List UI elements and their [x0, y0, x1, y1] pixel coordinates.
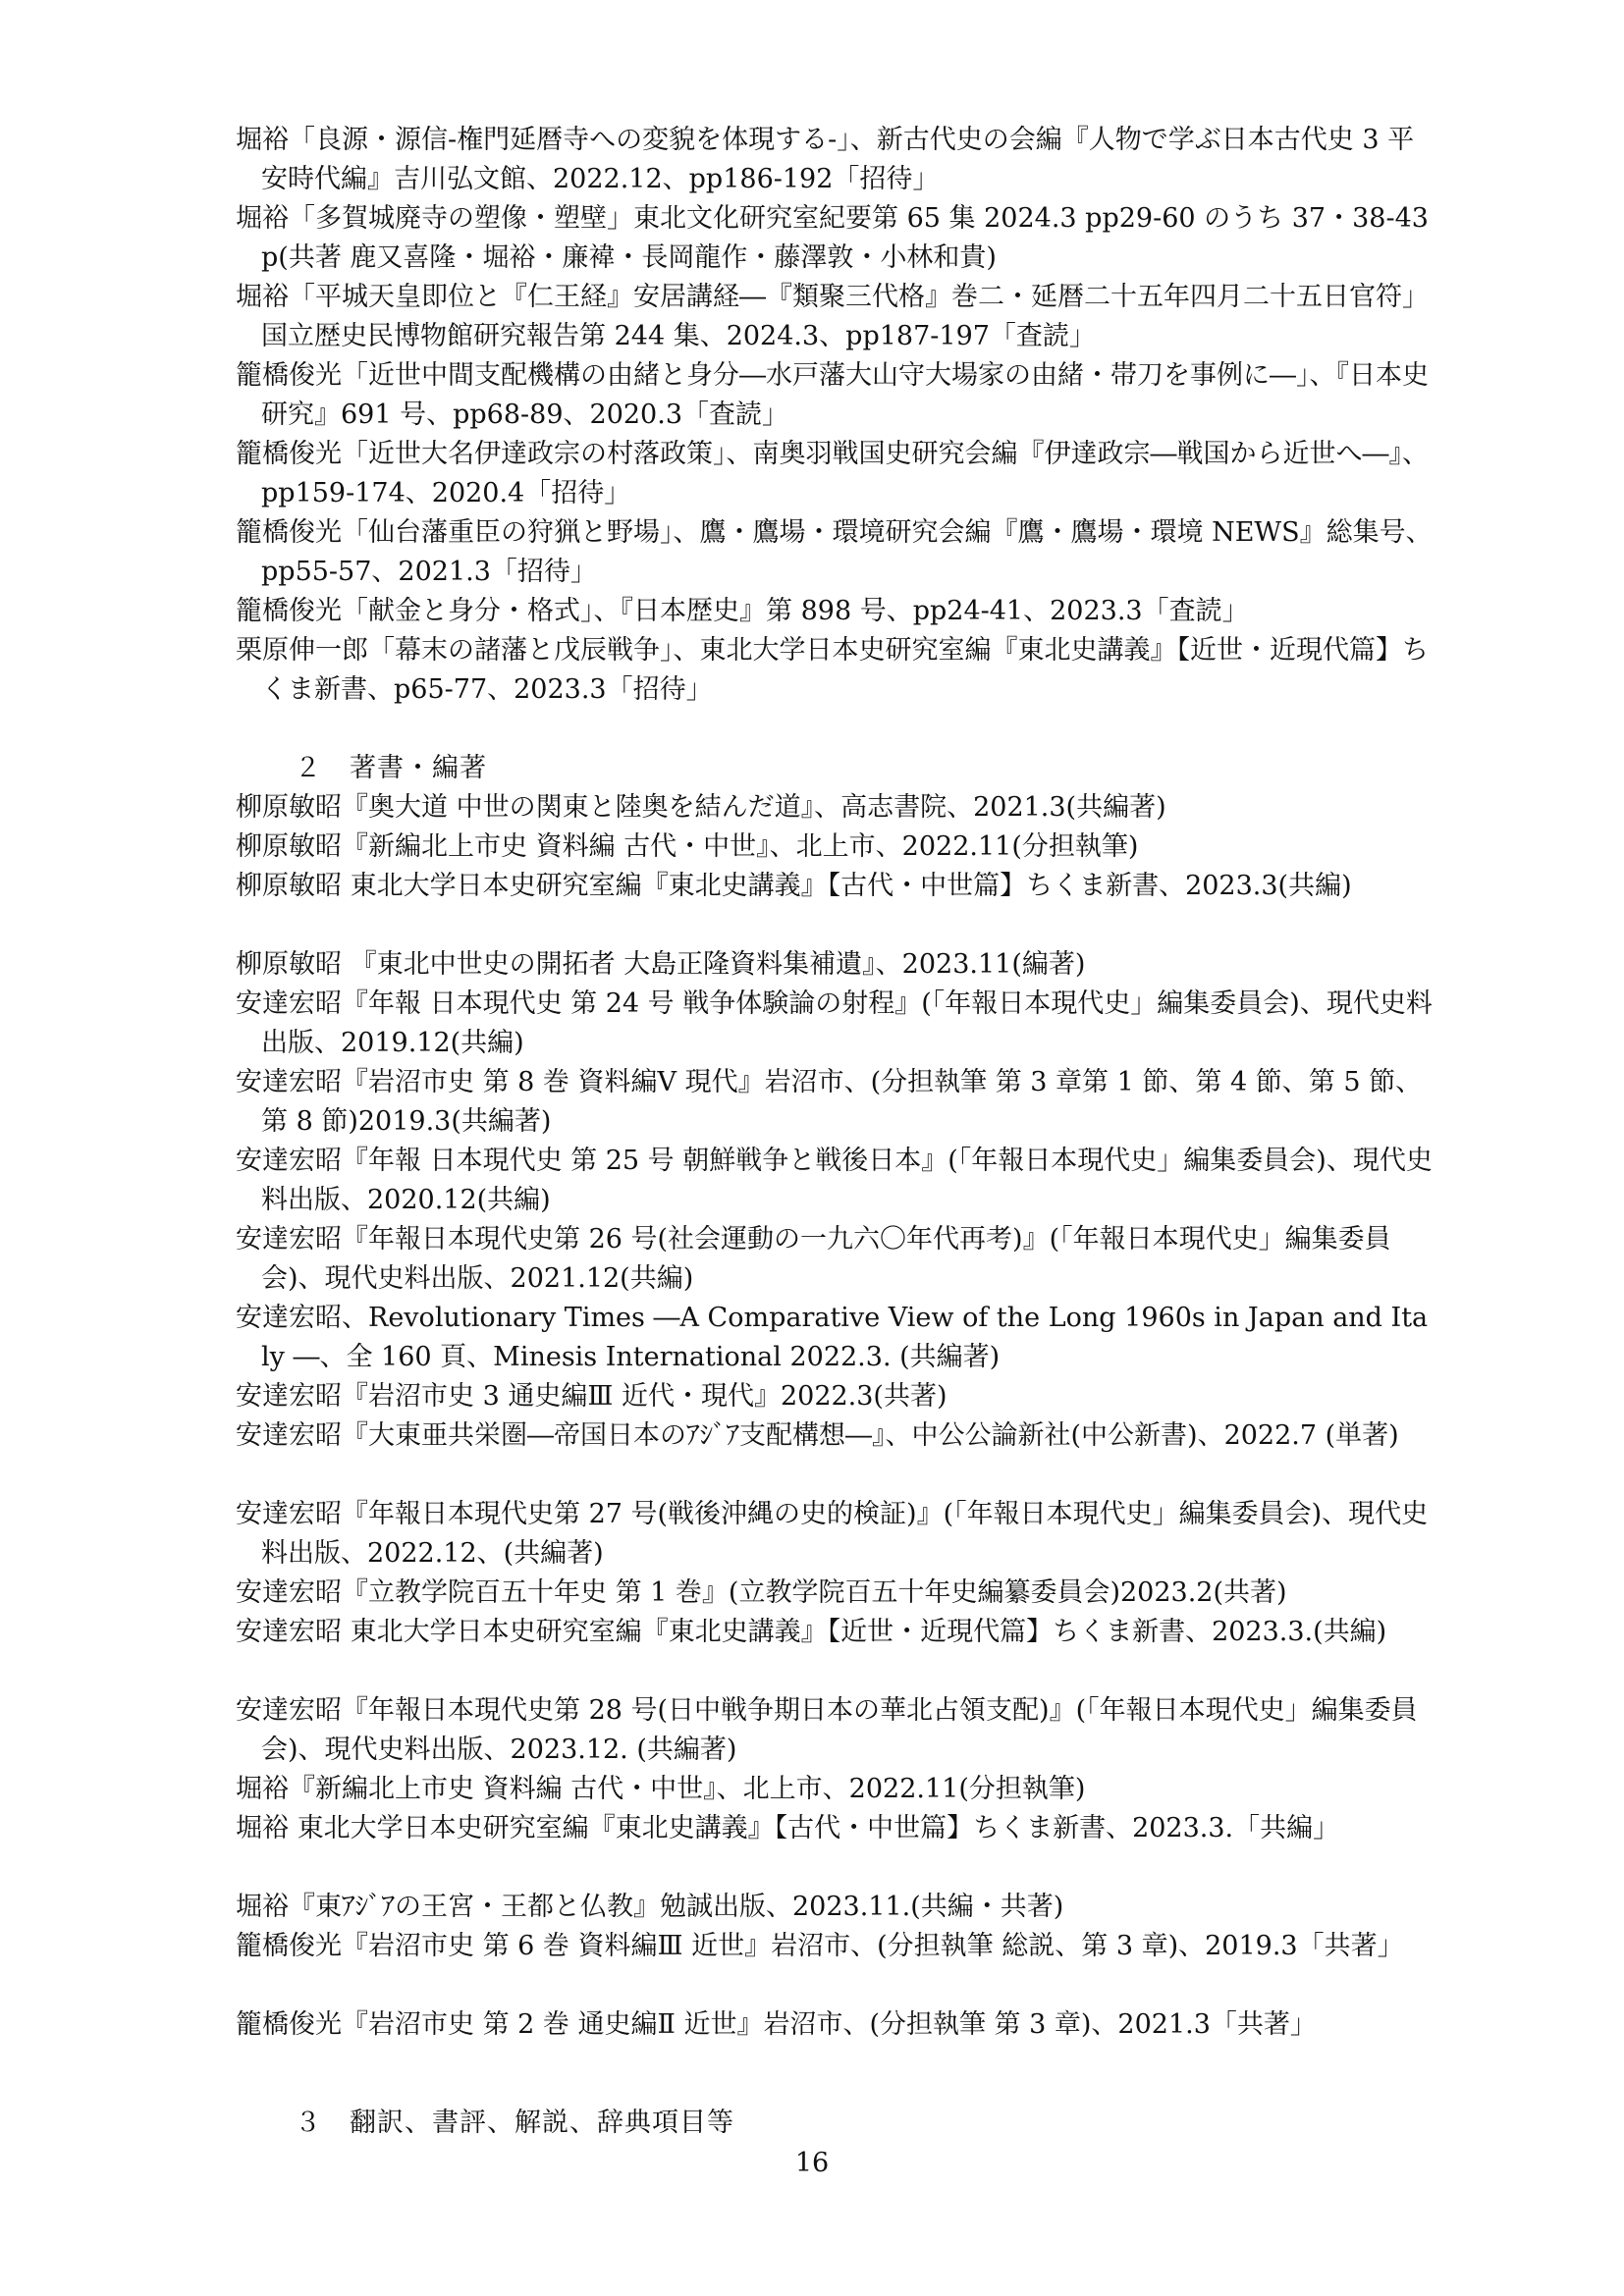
list-item: 安達宏昭『年報 日本現代史 第 25 号 朝鮮戦争と戦後日本』(「年報日本現代史」編集委員会)、現代史料出版、2020.12(共編) — [236, 1146, 1433, 1215]
section-heading-books: ２ 著書・編著 — [295, 753, 487, 783]
list-item: 安達宏昭、Revolutionary Times ―A Comparative View of the Long 1960s in Japan and Italy ―、全 160 頁、Minesis International 2022.3. (共編著) — [236, 1303, 1429, 1372]
list-item: 安達宏昭『年報日本現代史第 26 号(社会運動の一九六〇年代再考)』(「年報日本現代史」編集委員会)、現代史料出版、2021.12(共編) — [236, 1224, 1391, 1294]
list-item: 安達宏昭 東北大学日本史研究室編『東北史講義』【近世・近現代篇】ちくま新書、2023.3.(共編) — [236, 1617, 1387, 1647]
list-item: 堀裕「多賀城廃寺の塑像・塑壁」東北文化研究室紀要第 65 集 2024.3 pp29-60 のうち 37・38-43p(共著 鹿又喜隆・堀裕・廉褘・長岡龍作・藤澤敦・小林和貴) — [236, 203, 1429, 273]
list-item: 籠橋俊光「近世中間支配機構の由緒と身分―水戸藩大山守大場家の由緒・帯刀を事例に―」、『日本史研究』691 号、pp68-89、2020.3「査読」 — [236, 360, 1429, 430]
list-item: 堀裕『東ｱｼﾞｱの王宮・王都と仏教』勉誠出版、2023.11.(共編・共著) — [236, 1892, 1064, 1922]
list-item: 堀裕「良源・源信-権門延暦寺への変貌を体現する-」、新古代史の会編『人物で学ぶ日本古代史 3 平安時代編』吉川弘文館、2022.12、pp186-192「招待」 — [236, 125, 1415, 194]
section-heading-translations: ３ 翻訳、書評、解説、辞典項目等 — [295, 2108, 734, 2138]
list-item: 安達宏昭『岩沼市史 3 通史編Ⅲ 近代・現代』2022.3(共著) — [236, 1381, 947, 1412]
list-item: 籠橋俊光「仙台藩重臣の狩猟と野場」、鷹・鷹場・環境研究会編『鷹・鷹場・環境 NEWS』総集号、pp55-57、2021.3「招待」 — [236, 517, 1433, 587]
page-number: 16 — [794, 2148, 830, 2178]
list-item: 籠橋俊光「近世大名伊達政宗の村落政策」、南奥羽戦国史研究会編『伊達政宗―戦国から近世へ―』、pp159-174、2020.4「招待」 — [236, 439, 1429, 508]
list-item: 柳原敏昭 東北大学日本史研究室編『東北史講義』【古代・中世篇】ちくま新書、2023.3(共編) — [236, 871, 1352, 901]
list-item: 堀裕 東北大学日本史研究室編『東北史講義』【古代・中世篇】ちくま新書、2023.3.「共編」 — [236, 1813, 1340, 1843]
list-item: 安達宏昭『大東亜共栄圏―帝国日本のｱｼﾞｱ支配構想―』、中公公論新社(中公新書)、2022.7 (単著) — [236, 1420, 1399, 1451]
list-item: 籠橋俊光『岩沼市史 第 6 巻 資料編Ⅲ 近世』岩沼市、(分担執筆 総説、第 3 章)、2019.3「共著」 — [236, 1931, 1404, 1961]
list-item: 安達宏昭『年報 日本現代史 第 24 号 戦争体験論の射程』(「年報日本現代史」編集委員会)、現代史料出版、2019.12(共編) — [236, 988, 1433, 1058]
list-item: 籠橋俊光『岩沼市史 第 2 巻 通史編Ⅱ 近世』岩沼市、(分担執筆 第 3 章)、2021.3「共著」 — [236, 2009, 1317, 2040]
list-item: 栗原伸一郎「幕末の諸藩と戊辰戦争」、東北大学日本史研究室編『東北史講義』【近世・近現代篇】ちくま新書、p65-77、2023.3「招待」 — [236, 635, 1429, 705]
list-item: 堀裕『新編北上市史 資料編 古代・中世』、北上市、2022.11(分担執筆) — [236, 1774, 1086, 1804]
list-item: 安達宏昭『岩沼市史 第 8 巻 資料編Ⅴ 現代』岩沼市、(分担執筆 第 3 章第 1 節、第 4 節、第 5 節、第 8 節)2019.3(共編著) — [236, 1067, 1423, 1137]
list-item: 柳原敏昭『奥大道 中世の関東と陸奥を結んだ道』、高志書院、2021.3(共編著) — [236, 792, 1166, 823]
list-item: 柳原敏昭 『東北中世史の開拓者 大島正隆資料集補遺』、2023.11(編著) — [236, 949, 1086, 980]
list-item: 柳原敏昭『新編北上市史 資料編 古代・中世』、北上市、2022.11(分担執筆) — [236, 831, 1139, 862]
list-item: 堀裕「平城天皇即位と『仁王経』安居講経―『類聚三代格』巻二・延暦二十五年四月二十五日官符」国立歴史民博物館研究報告第 244 集、2024.3、pp187-197「査読」 — [236, 282, 1429, 351]
list-item: 籠橋俊光「献金と身分・格式」、『日本歴史』第 898 号、pp24-41、2023.3「査読」 — [236, 596, 1249, 626]
list-item: 安達宏昭『年報日本現代史第 28 号(日中戦争期日本の華北占領支配)』(「年報日本現代史」編集委員会)、現代史料出版、2023.12. (共編著) — [236, 1695, 1418, 1765]
list-item: 安達宏昭『立教学院百五十年史 第 1 巻』(立教学院百五十年史編纂委員会)2023.2(共著) — [236, 1577, 1287, 1608]
list-item: 安達宏昭『年報日本現代史第 27 号(戦後沖縄の史的検証)』(「年報日本現代史」編集委員会)、現代史料出版、2022.12、(共編著) — [236, 1499, 1429, 1569]
